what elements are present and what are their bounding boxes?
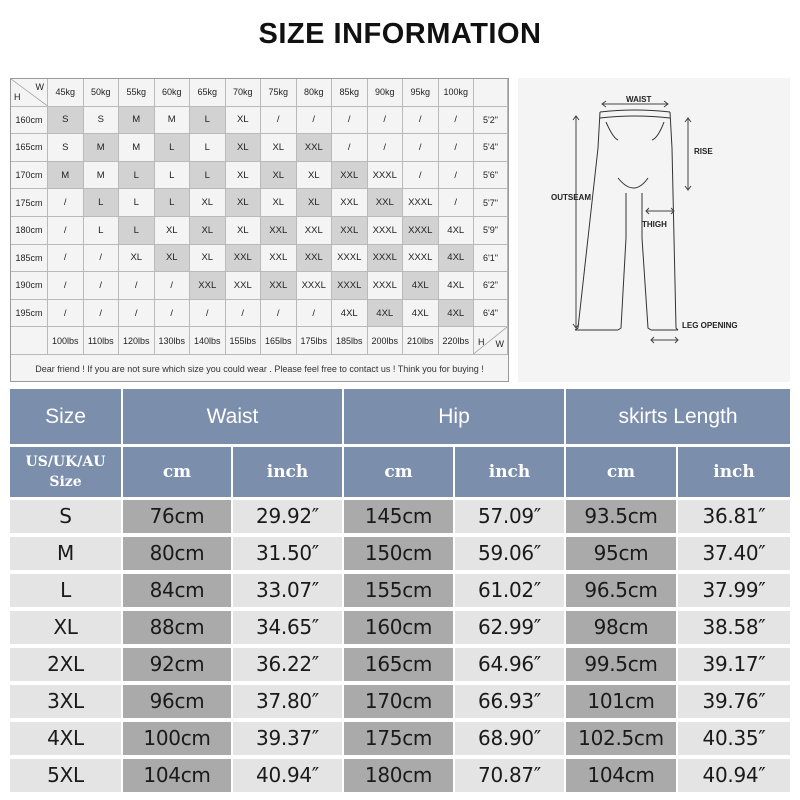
size-cell: L — [190, 134, 226, 162]
measurement-cell: 150cm — [344, 537, 453, 570]
height-cm-label: 180cm — [11, 217, 48, 245]
size-cell: 4XL — [403, 272, 439, 300]
size-cell: / — [155, 272, 191, 300]
size-cell: / — [403, 162, 439, 190]
size-cell: / — [48, 272, 84, 300]
weight-axis-mark: W — [495, 339, 504, 350]
measurement-cell: 160cm — [344, 611, 453, 644]
weight-lbs-header: 175lbs — [297, 327, 333, 355]
size-cell: 4XL — [403, 300, 439, 328]
measurement-cell: 40.35″ — [678, 722, 790, 755]
size-cell: / — [48, 189, 84, 217]
measurement-cell: 95cm — [566, 537, 676, 570]
size-label: XL — [10, 611, 121, 644]
chart-corner-header — [11, 79, 48, 107]
size-cell: XL — [226, 217, 262, 245]
pants-illustration — [518, 78, 790, 382]
measurement-cell: 39.76″ — [678, 685, 790, 718]
measurement-cell: 68.90″ — [455, 722, 564, 755]
size-cell: / — [368, 107, 404, 135]
size-cell: / — [48, 217, 84, 245]
size-cell: / — [84, 300, 120, 328]
height-cm-label: 185cm — [11, 245, 48, 273]
size-cell: / — [190, 300, 226, 328]
size-cell: XXXL — [368, 162, 404, 190]
measurement-cell: 40.94″ — [233, 759, 342, 792]
measurement-cell: 180cm — [344, 759, 453, 792]
size-cell: XXL — [297, 245, 333, 273]
size-cell: XL — [297, 162, 333, 190]
size-cell: XL — [190, 245, 226, 273]
us-size-label-line1: US/UK/AU — [25, 454, 106, 470]
measurement-cell: 99.5cm — [566, 648, 676, 681]
size-cell: XL — [297, 189, 333, 217]
size-cell: XXL — [261, 245, 297, 273]
measurement-cell: 38.58″ — [678, 611, 790, 644]
size-cell: L — [190, 107, 226, 135]
size-cell: / — [155, 300, 191, 328]
waist-header: Waist — [123, 389, 342, 444]
measurement-cell: 34.65″ — [233, 611, 342, 644]
measurement-cell: 165cm — [344, 648, 453, 681]
measurement-cell: 62.99″ — [455, 611, 564, 644]
measurement-cell: 37.80″ — [233, 685, 342, 718]
weight-axis-mark: W — [35, 82, 44, 92]
size-cell: XXL — [261, 217, 297, 245]
size-cell: L — [155, 134, 191, 162]
height-ft-label: 6'1" — [474, 245, 508, 273]
measurement-cell: 29.92″ — [233, 500, 342, 533]
us-size-label-line2: Size — [49, 474, 82, 490]
size-cell: M — [119, 134, 155, 162]
size-cell: XXXL — [403, 189, 439, 217]
size-cell: L — [119, 217, 155, 245]
size-cell: L — [155, 162, 191, 190]
weight-lbs-header: 100lbs — [48, 327, 84, 355]
weight-kg-header: 100kg — [439, 79, 475, 107]
measurement-cell: 59.06″ — [455, 537, 564, 570]
size-cell: / — [439, 134, 475, 162]
size-cell: / — [84, 245, 120, 273]
size-cell: 4XL — [439, 245, 475, 273]
thigh-label: THIGH — [642, 220, 667, 229]
measurement-cell: 100cm — [123, 722, 231, 755]
weight-kg-header: 70kg — [226, 79, 262, 107]
size-cell: L — [119, 189, 155, 217]
measurement-cell: 80cm — [123, 537, 231, 570]
size-cell: XL — [155, 217, 191, 245]
measurement-cell: 145cm — [344, 500, 453, 533]
weight-lbs-header: 220lbs — [439, 327, 475, 355]
size-cell: / — [368, 134, 404, 162]
measurement-cell: 70.87″ — [455, 759, 564, 792]
outseam-label: OUTSEAM — [551, 193, 591, 202]
size-cell: 4XL — [332, 300, 368, 328]
size-label: 3XL — [10, 685, 121, 718]
unit-inch-header: inch — [233, 447, 342, 497]
weight-kg-header: 80kg — [297, 79, 333, 107]
weight-kg-header: 65kg — [190, 79, 226, 107]
weight-lbs-header: 120lbs — [119, 327, 155, 355]
size-cell: / — [439, 162, 475, 190]
size-cell: XXXL — [332, 272, 368, 300]
height-cm-label: 175cm — [11, 189, 48, 217]
contact-note: Dear friend ! If you are not sure which size you could wear . Please feel free to contact us ! Think you for buying ! — [35, 363, 484, 374]
size-cell: XXXL — [332, 245, 368, 273]
measurement-cell: 104cm — [566, 759, 676, 792]
size-cell: 4XL — [439, 217, 475, 245]
weight-kg-header: 55kg — [119, 79, 155, 107]
size-cell: S — [84, 107, 120, 135]
measurement-cell: 155cm — [344, 574, 453, 607]
measurement-cell: 96cm — [123, 685, 231, 718]
size-cell: XXL — [332, 217, 368, 245]
measurement-cell: 39.37″ — [233, 722, 342, 755]
unit-cm-header: cm — [344, 447, 453, 497]
measurement-cell: 36.22″ — [233, 648, 342, 681]
size-cell: XXL — [297, 134, 333, 162]
size-cell: XXL — [226, 272, 262, 300]
measurement-cell: 170cm — [344, 685, 453, 718]
size-cell: XL — [226, 107, 262, 135]
waist-label: WAIST — [626, 95, 652, 104]
size-cell: XXXL — [403, 217, 439, 245]
measurement-cell: 175cm — [344, 722, 453, 755]
size-cell: S — [48, 134, 84, 162]
measurement-cell: 36.81″ — [678, 500, 790, 533]
size-cell: / — [332, 107, 368, 135]
size-cell: XL — [190, 217, 226, 245]
size-header: Size — [10, 389, 121, 444]
size-cell: XL — [119, 245, 155, 273]
unit-inch-header: inch — [678, 447, 790, 497]
measurement-cell: 88cm — [123, 611, 231, 644]
size-cell: M — [155, 107, 191, 135]
height-ft-label: 5'2" — [474, 107, 508, 135]
size-label: 5XL — [10, 759, 121, 792]
height-cm-label: 165cm — [11, 134, 48, 162]
height-cm-label: 190cm — [11, 272, 48, 300]
size-cell: XL — [261, 162, 297, 190]
weight-kg-header: 45kg — [48, 79, 84, 107]
chart-header-blank — [474, 79, 508, 107]
measurement-table — [10, 389, 790, 797]
measurement-cell: 33.07″ — [233, 574, 342, 607]
measurement-cell: 98cm — [566, 611, 676, 644]
size-cell: 4XL — [439, 272, 475, 300]
height-axis-mark: H — [14, 91, 21, 102]
size-recommendation-chart — [10, 78, 509, 382]
height-ft-label: 5'7" — [474, 189, 508, 217]
size-label: L — [10, 574, 121, 607]
size-cell: / — [403, 134, 439, 162]
size-cell: XXL — [368, 189, 404, 217]
leg-opening-label: LEG OPENING — [682, 321, 738, 330]
height-cm-label: 195cm — [11, 300, 48, 328]
weight-lbs-header: 130lbs — [155, 327, 191, 355]
size-cell: M — [48, 162, 84, 190]
weight-kg-header: 95kg — [403, 79, 439, 107]
height-ft-label: 6'2" — [474, 272, 508, 300]
weight-lbs-header: 140lbs — [190, 327, 226, 355]
measurement-cell: 93.5cm — [566, 500, 676, 533]
weight-kg-header: 75kg — [261, 79, 297, 107]
measurement-cell: 66.93″ — [455, 685, 564, 718]
size-cell: M — [84, 134, 120, 162]
size-cell: / — [261, 107, 297, 135]
size-label: 2XL — [10, 648, 121, 681]
size-cell: L — [84, 217, 120, 245]
measurement-cell: 37.99″ — [678, 574, 790, 607]
measurement-cell: 104cm — [123, 759, 231, 792]
measurement-cell: 102.5cm — [566, 722, 676, 755]
weight-lbs-header: 185lbs — [332, 327, 368, 355]
height-cm-label: 170cm — [11, 162, 48, 190]
size-cell: M — [84, 162, 120, 190]
size-cell: / — [297, 300, 333, 328]
size-cell: XXXL — [368, 217, 404, 245]
size-label: 4XL — [10, 722, 121, 755]
height-ft-label: 6'4" — [474, 300, 508, 328]
size-cell: / — [332, 134, 368, 162]
unit-inch-header: inch — [455, 447, 564, 497]
size-cell: / — [439, 107, 475, 135]
weight-lbs-header: 165lbs — [261, 327, 297, 355]
size-cell: / — [297, 107, 333, 135]
unit-cm-header: cm — [566, 447, 676, 497]
height-ft-label: 5'9" — [474, 217, 508, 245]
size-cell: XL — [261, 134, 297, 162]
size-cell: XXL — [226, 245, 262, 273]
size-cell: 4XL — [439, 300, 475, 328]
size-cell: XXXL — [297, 272, 333, 300]
size-cell: XXXL — [368, 272, 404, 300]
pants-diagram — [518, 78, 790, 382]
measurement-cell: 37.40″ — [678, 537, 790, 570]
size-cell: / — [439, 189, 475, 217]
size-cell: XL — [261, 189, 297, 217]
size-cell: L — [84, 189, 120, 217]
size-cell: / — [48, 300, 84, 328]
height-ft-label: 5'6" — [474, 162, 508, 190]
size-cell: XL — [226, 162, 262, 190]
measurement-cell: 31.50″ — [233, 537, 342, 570]
height-axis-mark: H — [478, 337, 485, 348]
measurement-cell: 40.94″ — [678, 759, 790, 792]
weight-lbs-header: 110lbs — [84, 327, 120, 355]
measurement-cell: 76cm — [123, 500, 231, 533]
us-size-header — [10, 447, 121, 497]
size-cell: / — [84, 272, 120, 300]
measurement-cell: 92cm — [123, 648, 231, 681]
size-cell: L — [190, 162, 226, 190]
size-cell: / — [119, 272, 155, 300]
size-cell: 4XL — [368, 300, 404, 328]
size-cell: / — [48, 245, 84, 273]
weight-lbs-header: 210lbs — [403, 327, 439, 355]
chart-lbs-blank — [11, 327, 48, 355]
rise-label: RISE — [694, 147, 713, 156]
weight-kg-header: 60kg — [155, 79, 191, 107]
measurement-cell: 101cm — [566, 685, 676, 718]
measurement-cell: 57.09″ — [455, 500, 564, 533]
size-grid — [11, 79, 508, 355]
size-label: S — [10, 500, 121, 533]
weight-lbs-header: 200lbs — [368, 327, 404, 355]
measurement-cell: 64.96″ — [455, 648, 564, 681]
measurement-cell: 61.02″ — [455, 574, 564, 607]
measurement-cell: 39.17″ — [678, 648, 790, 681]
chart-bottom-corner — [474, 327, 508, 355]
size-cell: XXL — [332, 189, 368, 217]
measurement-cell: 96.5cm — [566, 574, 676, 607]
unit-cm-header: cm — [123, 447, 231, 497]
weight-kg-header: 90kg — [368, 79, 404, 107]
size-cell: S — [48, 107, 84, 135]
size-cell: L — [155, 189, 191, 217]
size-cell: / — [403, 107, 439, 135]
hip-header: Hip — [344, 389, 564, 444]
size-label: M — [10, 537, 121, 570]
size-cell: M — [119, 107, 155, 135]
size-cell: XL — [190, 189, 226, 217]
weight-kg-header: 85kg — [332, 79, 368, 107]
size-cell: XXL — [332, 162, 368, 190]
size-cell: XXL — [190, 272, 226, 300]
size-cell: / — [261, 300, 297, 328]
size-cell: XL — [226, 134, 262, 162]
measurement-cell: 84cm — [123, 574, 231, 607]
size-cell: XL — [226, 189, 262, 217]
size-cell: XXXL — [368, 245, 404, 273]
size-cell: XXL — [261, 272, 297, 300]
size-cell: XL — [155, 245, 191, 273]
size-cell: / — [119, 300, 155, 328]
size-cell: XXXL — [403, 245, 439, 273]
height-cm-label: 160cm — [11, 107, 48, 135]
size-cell: XXL — [297, 217, 333, 245]
size-cell: / — [226, 300, 262, 328]
size-cell: L — [119, 162, 155, 190]
weight-lbs-header: 155lbs — [226, 327, 262, 355]
skirts-length-header: skirts Length — [566, 389, 790, 444]
weight-kg-header: 50kg — [84, 79, 120, 107]
height-ft-label: 5'4" — [474, 134, 508, 162]
page-title: SIZE INFORMATION — [258, 18, 542, 50]
